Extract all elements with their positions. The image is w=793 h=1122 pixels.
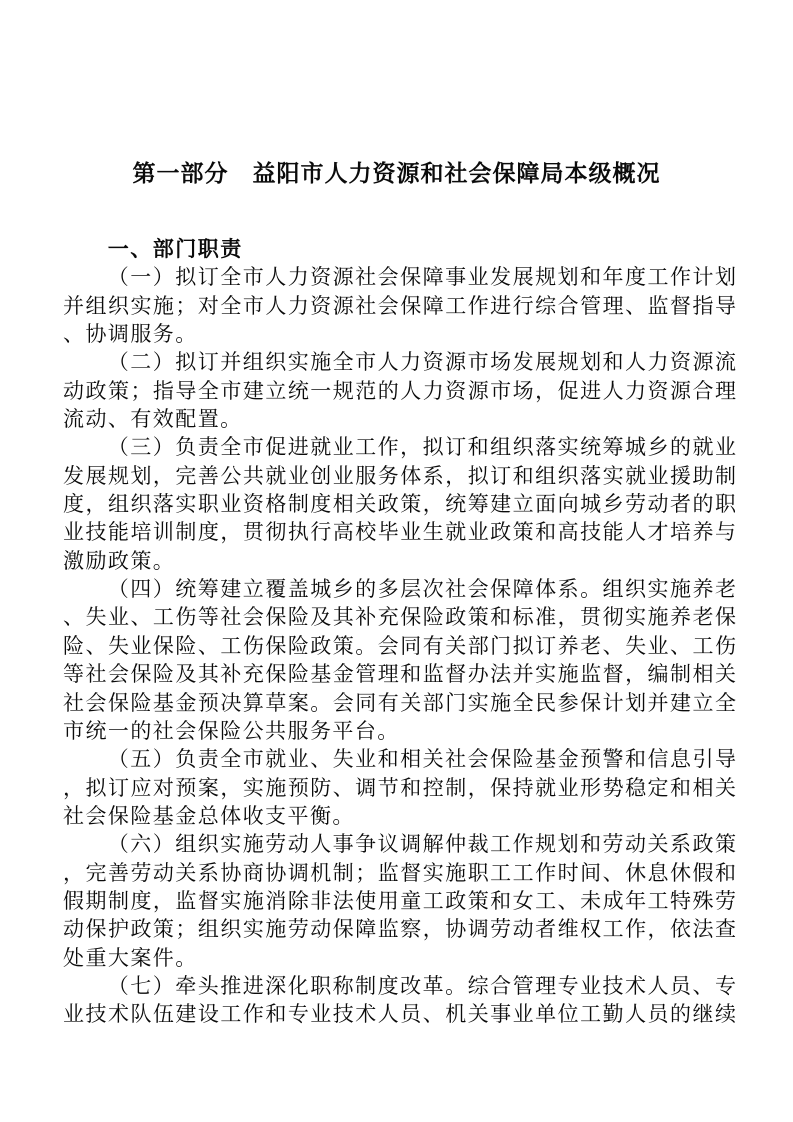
text-line: （三）负责全市促进就业工作，拟订和组织落实统筹城乡的就业 bbox=[107, 435, 736, 460]
page-title: 第一部分 益阳市人力资源和社会保障局本级概况 bbox=[132, 161, 661, 186]
text-line: （二）拟订并组织实施全市人力资源市场发展规划和人力资源流 bbox=[107, 350, 736, 375]
text-line: （一）拟订全市人力资源社会保障事业发展规划和年度工作计划 bbox=[107, 265, 736, 290]
document-body bbox=[63, 235, 736, 1029]
paragraphs-container bbox=[63, 263, 736, 1028]
text-line: 假期制度，监督实施消除非法使用童工政策和女工、未成年工特殊劳 bbox=[63, 888, 736, 913]
text-line: ，拟订应对预案，实施预防、调节和控制，保持就业形势稳定和相关 bbox=[63, 775, 736, 800]
text-line: （五）负责全市就业、失业和相关社会保险基金预警和信息引导 bbox=[107, 747, 736, 772]
text-line: 度，组织落实职业资格制度相关政策，统筹建立面向城乡劳动者的职 bbox=[63, 492, 736, 517]
text-line: （六）组织实施劳动人事争议调解仲裁工作规划和劳动关系政策 bbox=[107, 832, 736, 857]
text-line: 、协调服务。 bbox=[63, 322, 198, 347]
text-line: 流动、有效配置。 bbox=[63, 407, 243, 432]
text-line: 业技能培训制度，贯彻执行高校毕业生就业政策和高技能人才培养与 bbox=[63, 520, 736, 545]
text-line: ，完善劳动关系协商协调机制；监督实施职工工作时间、休息休假和 bbox=[63, 860, 736, 885]
text-line: （七）牵头推进深化职称制度改革。综合管理专业技术人员、专 bbox=[107, 973, 736, 998]
section-heading: 一、部门职责 bbox=[107, 237, 243, 261]
text-line: 、失业、工伤等社会保险及其补充保险政策和标准，贯彻实施养老保 bbox=[63, 605, 736, 630]
text-line: 动政策；指导全市建立统一规范的人力资源市场，促进人力资源合理 bbox=[63, 378, 736, 403]
text-line: 市统一的社会保险公共服务平台。 bbox=[63, 718, 400, 743]
text-line: 社会保险基金预决算草案。会同有关部门实施全民参保计划并建立全 bbox=[63, 690, 736, 715]
text-line: 并组织实施；对全市人力资源社会保障工作进行综合管理、监督指导 bbox=[63, 293, 736, 318]
text-line: 等社会保险及其补充保险基金管理和监督办法并实施监督，编制相关 bbox=[63, 662, 736, 687]
text-line: 动保护政策；组织实施劳动保障监察，协调劳动者维权工作，依法查 bbox=[63, 917, 736, 942]
text-line: 社会保险基金总体收支平衡。 bbox=[63, 803, 355, 828]
text-line: 激励政策。 bbox=[63, 548, 176, 573]
text-line: （四）统筹建立覆盖城乡的多层次社会保障体系。组织实施养老 bbox=[107, 577, 736, 602]
text-line: 处重大案件。 bbox=[63, 945, 198, 970]
text-line: 发展规划，完善公共就业创业服务体系，拟订和组织落实就业援助制 bbox=[63, 463, 736, 488]
text-line: 险、失业保险、工伤保险政策。会同有关部门拟订养老、失业、工伤 bbox=[63, 633, 736, 658]
text-line: 业技术队伍建设工作和专业技术人员、机关事业单位工勤人员的继续 bbox=[63, 1002, 736, 1027]
